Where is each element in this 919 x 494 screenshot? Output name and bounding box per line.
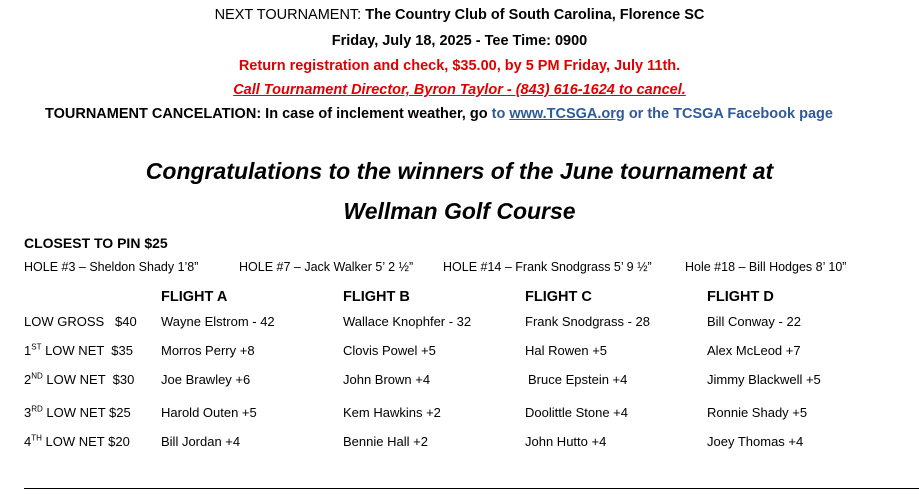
- prize-label: LOW GROSS $40: [24, 314, 137, 329]
- winner-cell: Wallace Knophfer - 32: [343, 314, 472, 329]
- winner-cell: Bill Conway - 22: [707, 314, 801, 329]
- cancelation-to: to: [491, 106, 510, 122]
- cancelation-line: [45, 106, 833, 122]
- winner-cell: Bennie Hall +2: [343, 434, 428, 449]
- winner-cell: Joey Thomas +4: [707, 434, 804, 449]
- cancel-contact-line: Call Tournament Director, Byron Taylor - (843) 616-1624 to cancel.: [233, 82, 686, 98]
- winner-cell: Jimmy Blackwell +5: [707, 372, 821, 387]
- congrats-heading: Congratulations to the winners of the June tournament at: [145, 158, 774, 184]
- tcsga-website-link[interactable]: www.TCSGA.org: [509, 106, 625, 122]
- winner-cell: Doolittle Stone +4: [525, 405, 628, 420]
- next-tournament-label: NEXT TOURNAMENT:: [214, 7, 366, 23]
- winner-cell: Alex McLeod +7: [707, 343, 801, 358]
- course-heading: Wellman Golf Course: [343, 198, 576, 224]
- prize-label: 2ND LOW NET $30: [24, 371, 135, 387]
- next-tournament-line: [0, 7, 919, 23]
- winner-cell: Kem Hawkins +2: [343, 405, 441, 420]
- winner-cell: John Hutto +4: [525, 434, 607, 449]
- flight-a-header: FLIGHT A: [161, 289, 228, 305]
- winner-cell: Joe Brawley +6: [161, 372, 251, 387]
- winner-cell: Wayne Elstrom - 42: [161, 314, 275, 329]
- winner-cell: Clovis Powel +5: [343, 343, 436, 358]
- flight-d-header: FLIGHT D: [707, 289, 774, 305]
- cancelation-text: : In case of inclement weather, go: [256, 106, 492, 122]
- winner-cell: Morros Perry +8: [161, 343, 255, 358]
- winner-cell: Harold Outen +5: [161, 405, 257, 420]
- next-tournament-venue: The Country Club of South Carolina, Florence SC: [365, 7, 705, 23]
- winner-cell: John Brown +4: [343, 372, 431, 387]
- hole-result: HOLE #14 – Frank Snodgrass 5’ 9 ½”: [443, 260, 652, 274]
- flight-b-header: FLIGHT B: [343, 289, 410, 305]
- closest-to-pin-title: CLOSEST TO PIN $25: [24, 235, 168, 251]
- prize-label: 3RD LOW NET $25: [24, 404, 131, 420]
- hole-result: Hole #18 – Bill Hodges 8’ 10”: [685, 260, 847, 274]
- hole-result: HOLE #7 – Jack Walker 5’ 2 ½”: [239, 260, 414, 274]
- hole-result: HOLE #3 – Sheldon Shady 1’8”: [24, 260, 199, 274]
- winner-cell: Bruce Epstein +4: [528, 372, 628, 387]
- tournament-date-line: Friday, July 18, 2025 - Tee Time: 0900: [331, 33, 588, 49]
- prize-label: 1ST LOW NET $35: [24, 342, 133, 358]
- registration-line: Return registration and check, $35.00, by 5 PM Friday, July 11th.: [238, 58, 681, 74]
- bottom-divider: [24, 488, 919, 489]
- flight-c-header: FLIGHT C: [525, 289, 592, 305]
- cancelation-label: TOURNAMENT CANCELATION: [45, 106, 257, 122]
- winner-cell: Hal Rowen +5: [525, 343, 608, 358]
- winner-cell: Frank Snodgrass - 28: [525, 314, 651, 329]
- winner-cell: Bill Jordan +4: [161, 434, 241, 449]
- prize-label: 4TH LOW NET $20: [24, 433, 130, 449]
- winner-cell: Ronnie Shady +5: [707, 405, 808, 420]
- facebook-page-text: or the TCSGA Facebook page: [624, 106, 833, 122]
